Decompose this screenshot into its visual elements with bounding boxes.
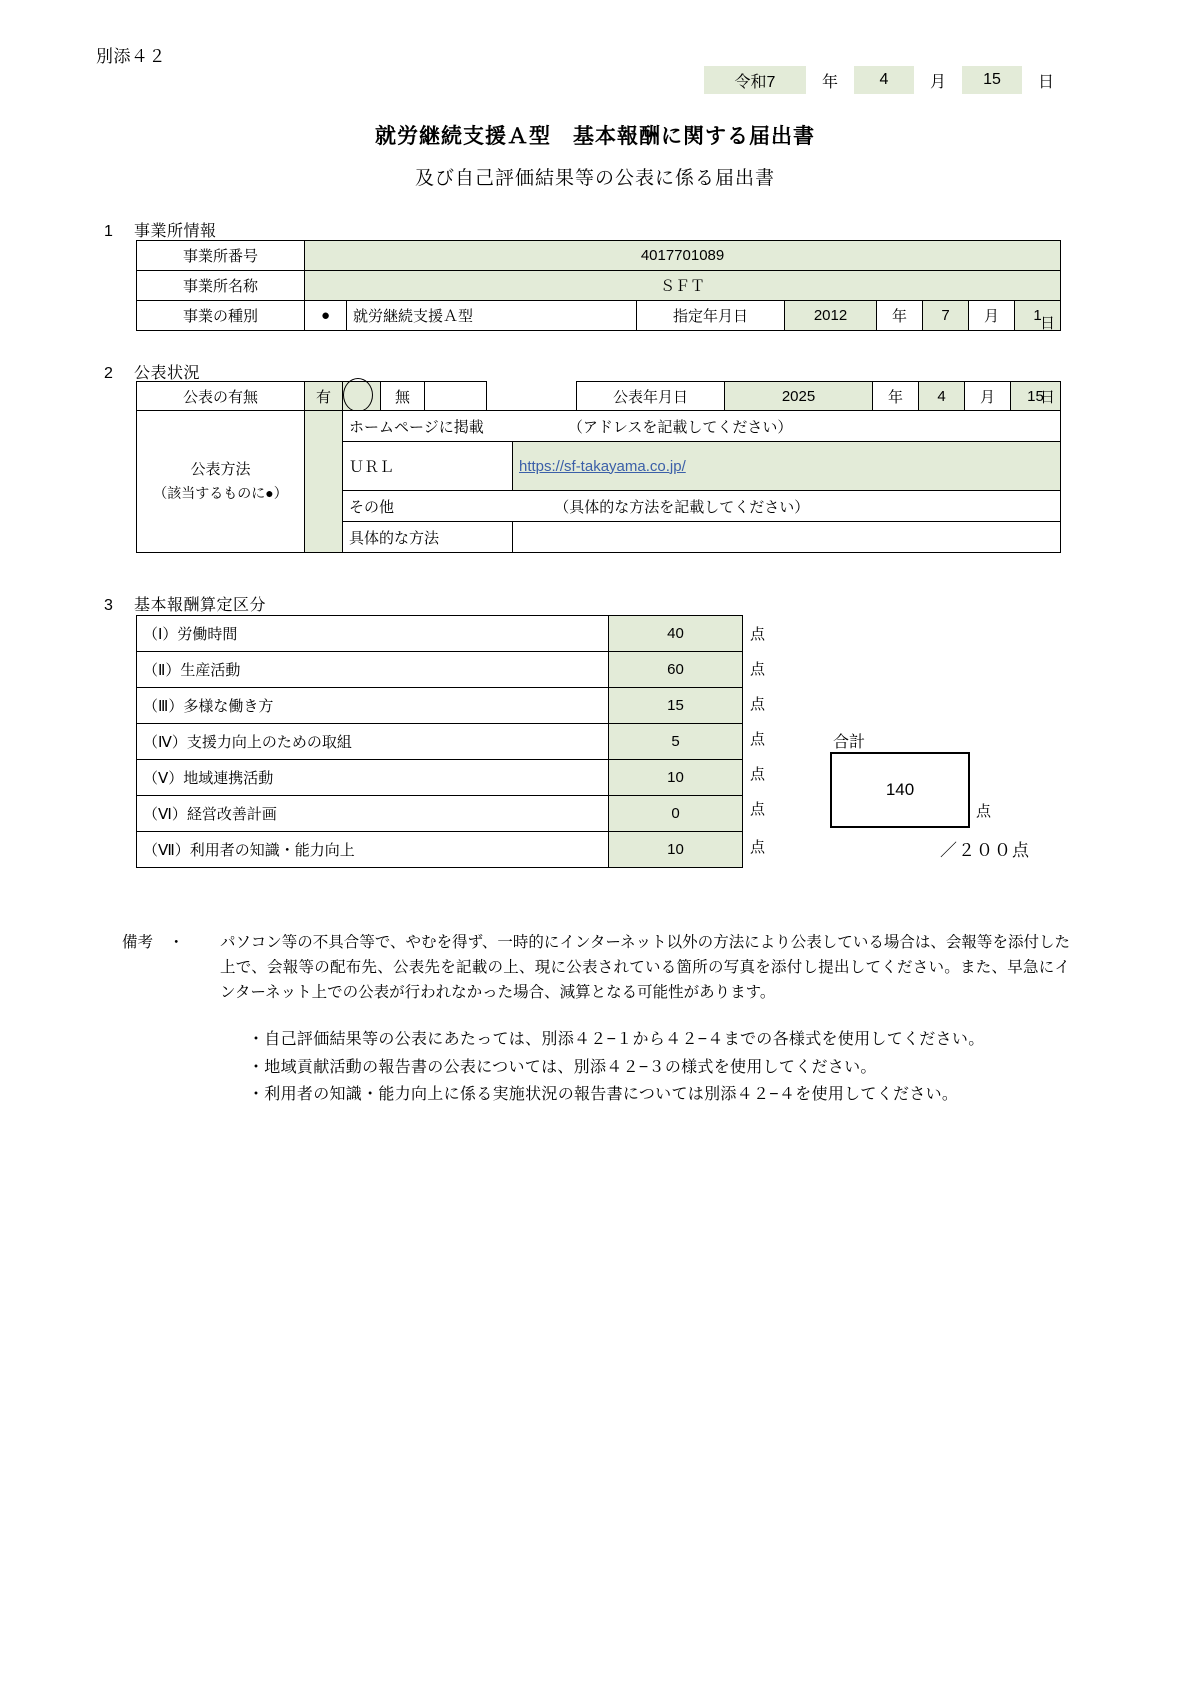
other-label: その他: [349, 498, 395, 516]
facility-info-table: [136, 240, 1061, 331]
notes-body: パソコン等の不具合等で、やむを得ず、一時的にインターネット以外の方法により公表している場合は、会報等を添付した上で、会報等の配布先、公表先を記載の上、現に公表されている箇所の写真を添付し提出してください。また、早急にインターネット上での公表が行われなかった場合、減算となる可能性があります。: [220, 934, 1070, 1002]
notes-heading: 備考 ・: [122, 934, 185, 951]
table-row: [137, 301, 1061, 331]
table-row: [137, 616, 743, 652]
submission-month-label: 月: [929, 73, 946, 91]
document-subtitle: 及び自己評価結果等の公表に係る届出書: [414, 168, 775, 189]
score-item-name: （Ⅲ）多様な働き方: [137, 688, 609, 724]
table-row: [137, 382, 487, 411]
publication-date-table: [576, 381, 1061, 411]
concrete-method-label: 具体的な方法: [343, 522, 513, 553]
publication-method-table: [136, 410, 1061, 553]
url-label: ＵＲＬ: [343, 442, 513, 491]
publication-day[interactable]: 15: [1011, 382, 1061, 411]
submission-date-row: [704, 66, 1070, 94]
total-score-value: 140: [885, 780, 915, 799]
publication-method-mark-column[interactable]: [305, 411, 343, 553]
option-no[interactable]: 無: [381, 382, 425, 411]
office-number-label: 事業所番号: [137, 241, 305, 271]
table-row: [137, 832, 743, 868]
homepage-label: ホームページに掲載: [349, 418, 484, 436]
score-item-name: （Ⅳ）支援力向上のための取組: [137, 724, 609, 760]
score-unit: 点: [750, 626, 766, 643]
designation-year-label: 年: [877, 301, 923, 331]
designation-day[interactable]: 1: [1015, 301, 1061, 331]
publication-method-label: [137, 411, 305, 553]
publication-date-label: 公表年月日: [577, 382, 725, 411]
score-unit: 点: [750, 839, 766, 856]
total-unit: 点: [976, 803, 992, 820]
section1-number: 1: [104, 223, 114, 240]
score-item-name: （Ⅴ）地域連携活動: [137, 760, 609, 796]
score-item-value[interactable]: 40: [609, 616, 743, 652]
section2-heading: [104, 360, 200, 383]
office-number-value[interactable]: 4017701089: [305, 241, 1061, 271]
submission-day[interactable]: 15: [962, 66, 1022, 94]
list-item: ・利用者の知識・能力向上に係る実施状況の報告書については別添４２−４を使用してください。: [248, 1086, 959, 1104]
section1-heading: [104, 218, 217, 241]
section3-label: 基本報酬算定区分: [134, 597, 267, 614]
office-name-value[interactable]: ＳＦＴ: [305, 271, 1061, 301]
score-item-name: （Ⅶ）利用者の知識・能力向上: [137, 832, 609, 868]
table-row: [137, 241, 1061, 271]
table-row: [137, 411, 1061, 442]
score-item-value[interactable]: 5: [609, 724, 743, 760]
list-item: ・地域貢献活動の報告書の公表については、別添４２−３の様式を使用してください。: [248, 1058, 877, 1076]
option-no-blank[interactable]: [425, 382, 487, 411]
option-yes-blank[interactable]: [343, 382, 381, 411]
total-label: 合計: [833, 734, 866, 751]
score-item-value[interactable]: 15: [609, 688, 743, 724]
publication-flag-label: 公表の有無: [137, 382, 305, 411]
url-link[interactable]: https://sf-takayama.co.jp/: [519, 457, 686, 475]
designation-day-label: 日: [1040, 315, 1056, 332]
section1-label: 事業所情報: [134, 223, 217, 240]
score-unit: 点: [750, 766, 766, 783]
score-item-value[interactable]: 0: [609, 796, 743, 832]
document-title: 就労継続支援Ａ型 基本報酬に関する届出書: [375, 125, 815, 148]
score-unit: 点: [750, 731, 766, 748]
score-item-name: （Ⅱ）生産活動: [137, 652, 609, 688]
other-hint: （具体的な方法を記載してください）: [554, 498, 810, 516]
publication-flag-table: [136, 381, 487, 411]
table-row: [137, 760, 743, 796]
submission-month[interactable]: 4: [854, 66, 914, 94]
business-type-mark[interactable]: ●: [305, 301, 347, 331]
score-item-name: （Ⅵ）経営改善計画: [137, 796, 609, 832]
homepage-hint: （アドレスを記載してください）: [567, 418, 793, 436]
score-item-value[interactable]: 10: [609, 760, 743, 796]
url-value-cell[interactable]: [513, 442, 1061, 491]
document-reference-number: 別添４２: [96, 47, 166, 66]
designation-month-label: 月: [969, 301, 1015, 331]
designation-month[interactable]: 7: [923, 301, 969, 331]
publication-day-label: 日: [1040, 389, 1056, 406]
score-unit: 点: [750, 696, 766, 713]
table-row: [577, 382, 1061, 411]
publication-method-label-line1: 公表方法: [190, 461, 251, 479]
section3-heading: [104, 592, 266, 615]
designation-year[interactable]: 2012: [785, 301, 877, 331]
table-row: [137, 796, 743, 832]
score-table: [136, 615, 743, 868]
option-yes[interactable]: 有: [305, 382, 343, 411]
homepage-row: [343, 411, 1061, 442]
total-denominator: ／２００点: [940, 841, 1030, 860]
table-row: [137, 688, 743, 724]
submission-year-label: 年: [821, 73, 838, 91]
submission-era-year[interactable]: 令和7: [704, 66, 806, 94]
publication-year-label: 年: [873, 382, 919, 411]
publication-month-label: 月: [965, 382, 1011, 411]
section2-label: 公表状況: [134, 365, 201, 382]
designation-date-label: 指定年月日: [637, 301, 785, 331]
score-item-value[interactable]: 10: [609, 832, 743, 868]
score-unit: 点: [750, 661, 766, 678]
publication-year[interactable]: 2025: [725, 382, 873, 411]
concrete-method-value[interactable]: [513, 522, 1061, 553]
office-name-label: 事業所名称: [137, 271, 305, 301]
score-item-name: （Ⅰ）労働時間: [137, 616, 609, 652]
publication-month[interactable]: 4: [919, 382, 965, 411]
section2-number: 2: [104, 365, 114, 382]
list-item: ・自己評価結果等の公表にあたっては、別添４２−１から４２−４までの各様式を使用してください。: [248, 1031, 985, 1048]
publication-method-label-line2: （該当するものに●）: [153, 485, 288, 502]
table-row: [137, 652, 743, 688]
table-row: [137, 271, 1061, 301]
submission-day-label: 日: [1037, 73, 1054, 91]
score-unit: 点: [750, 801, 766, 818]
other-row: [343, 491, 1061, 522]
total-score-box: [830, 752, 970, 828]
table-row: [137, 724, 743, 760]
business-type-label: 事業の種別: [137, 301, 305, 331]
score-item-value[interactable]: 60: [609, 652, 743, 688]
section3-number: 3: [104, 597, 114, 614]
notes-bullet-list: [248, 1026, 1088, 1109]
business-type-value: 就労継続支援Ａ型: [347, 301, 637, 331]
